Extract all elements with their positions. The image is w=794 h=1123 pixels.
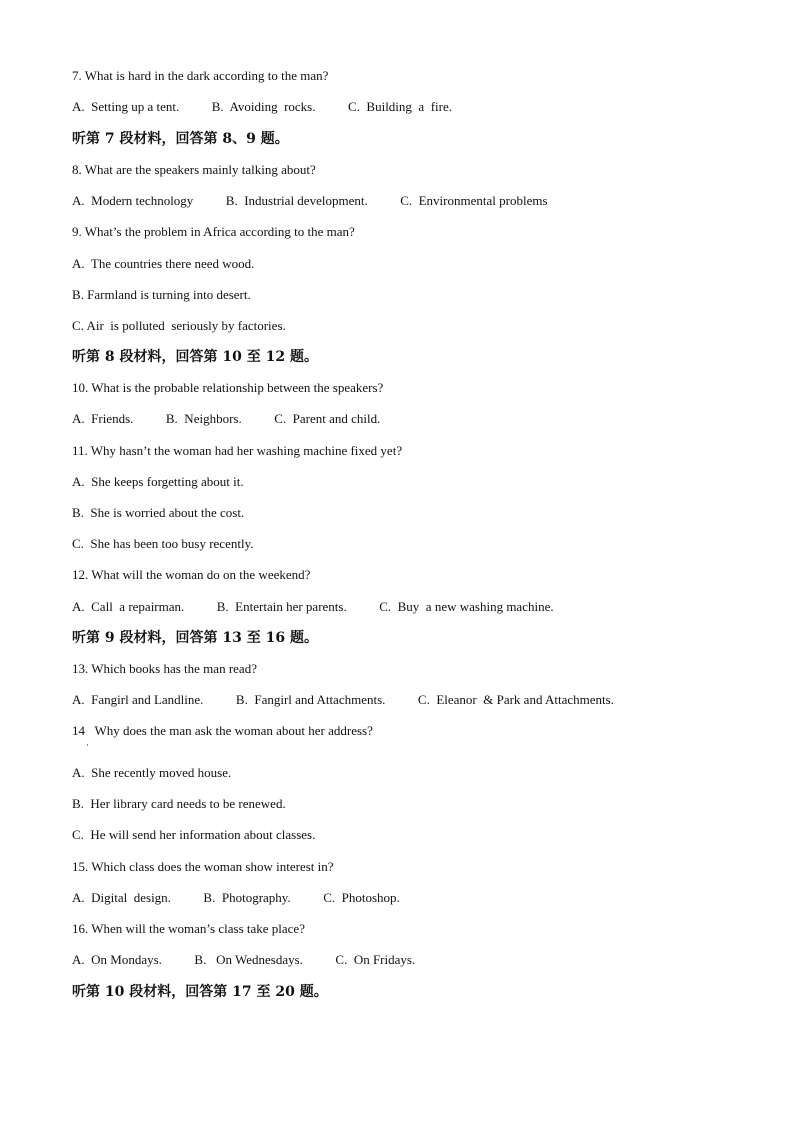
question-10: 10. What is the probable relationship between the speakers? <box>72 380 384 395</box>
question-11-option-c: C. She has been too busy recently. <box>72 536 254 551</box>
question-15-options: A. Digital design. B. Photography. C. Photoshop. <box>72 890 400 905</box>
section-9-heading: 听第 9 段材料，回答第 13 至 16 题。 <box>72 630 318 646</box>
question-14-option-a: A. She recently moved house. <box>72 765 232 780</box>
question-10-options: A. Friends. B. Neighbors. C. Parent and child. <box>72 411 381 426</box>
stray-mark: · <box>86 740 89 750</box>
question-9-option-b: B. Farmland is turning into desert. <box>72 287 251 302</box>
section-8-heading: 听第 8 段材料，回答第 10 至 12 题。 <box>72 349 318 365</box>
question-8: 8. What are the speakers mainly talking about? <box>72 162 316 177</box>
section-7-heading: 听第 7 段材料，回答第 8、9 题。 <box>72 131 289 147</box>
question-8-options: A. Modern technology B. Industrial development. C. Environmental problems <box>72 193 548 208</box>
question-13-options: A. Fangirl and Landline. B. Fangirl and Attachments. C. Eleanor & Park and Attachments. <box>72 692 614 707</box>
question-12: 12. What will the woman do on the weekend? <box>72 567 311 582</box>
question-14-option-b: B. Her library card needs to be renewed. <box>72 796 286 811</box>
question-7: 7. What is hard in the dark according to the man? <box>72 68 329 83</box>
question-9-option-a: A. The countries there need wood. <box>72 256 255 271</box>
question-13: 13. Which books has the man read? <box>72 661 257 676</box>
question-15: 15. Which class does the woman show interest in? <box>72 859 334 874</box>
question-14-option-c: C. He will send her information about classes. <box>72 827 316 842</box>
question-7-options: A. Setting up a tent. B. Avoiding rocks. C. Building a fire. <box>72 99 452 114</box>
question-11-option-b: B. She is worried about the cost. <box>72 505 245 520</box>
question-9: 9. What’s the problem in Africa according to the man? <box>72 224 355 239</box>
question-9-option-c: C. Air is polluted seriously by factories. <box>72 318 286 333</box>
question-16: 16. When will the woman’s class take place? <box>72 921 305 936</box>
question-14: 14 Why does the man ask the woman about her address? <box>72 723 373 738</box>
question-12-options: A. Call a repairman. B. Entertain her parents. C. Buy a new washing machine. <box>72 599 554 614</box>
section-10-heading: 听第 10 段材料，回答第 17 至 20 题。 <box>72 984 328 1000</box>
question-11-option-a: A. She keeps forgetting about it. <box>72 474 244 489</box>
question-11: 11. Why hasn’t the woman had her washing machine fixed yet? <box>72 443 403 458</box>
question-16-options: A. On Mondays. B. On Wednesdays. C. On Fridays. <box>72 952 416 967</box>
